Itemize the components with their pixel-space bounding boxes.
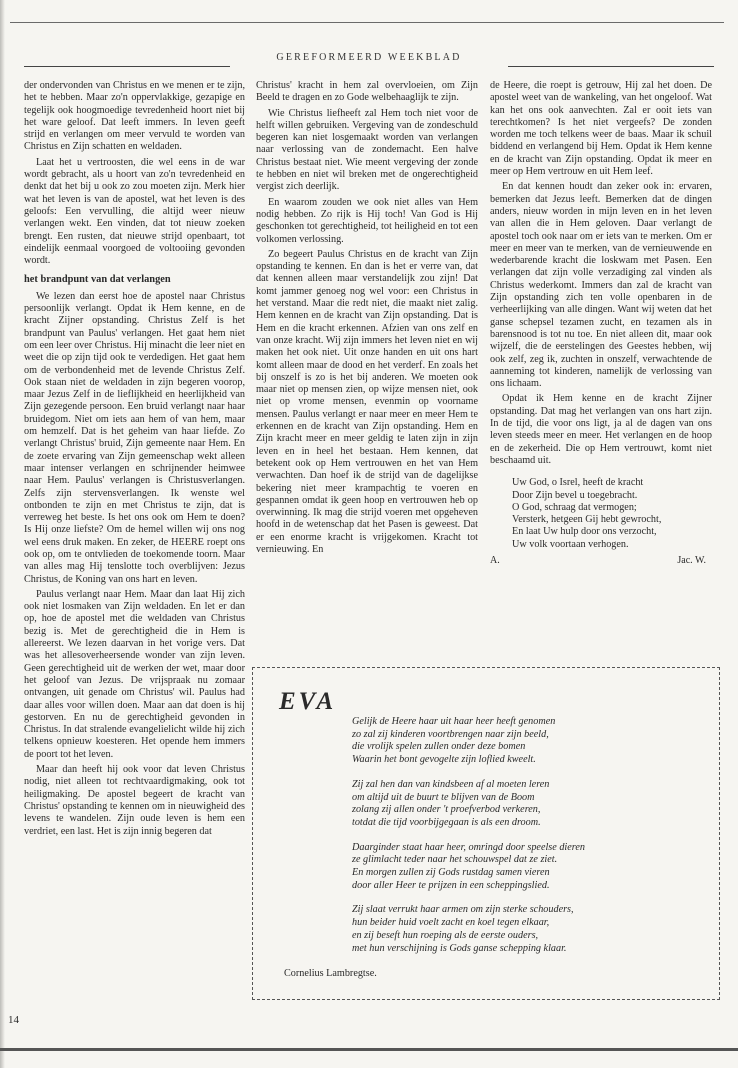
poem-line: ze glimlacht teder naar het schouwspel dat ze ziet. xyxy=(352,854,558,866)
stanza xyxy=(352,716,702,767)
article-column-3 xyxy=(490,80,712,650)
paragraph: Christus' kracht in hem zal overvloeien, om Zijn Beeld te dragen en zo Gode welbehaaglijk te zijn. xyxy=(256,80,478,104)
poem-author: Cornelius Lambregtse. xyxy=(284,968,377,979)
poem-line: om altijd uit de buurt te blijven van de Boom xyxy=(352,791,535,803)
running-header: GEREFORMEERD WEEKBLAD xyxy=(276,52,462,63)
scan-edge-left xyxy=(0,0,5,1068)
paragraph: Zo begeert Paulus Christus en de kracht van Zijn opstanding te kennen. En dan is het er verre van, dat dat kennen alleen maar verstandelijk zou zijn! Dat komt jammer genoeg nog wel voor: een Christus in het verstand. Maar die redt niet, die maakt niet zalig. Hem kennen en de kracht van Zijn opstanding. Dat is Hem en die kracht erkennen. Afzien van ons zelf en van onze kracht. Wij zijn immers het leven niet en wij maken het ook niet. Uit onze handen en uit ons hart komt alleen maar de dood en het verderf. En zoals het bij onszelf is zo is het bij anderen. We moeten ook maar niet op mensen zien, op wijze mensen niet, ook niet op vrome mensen, evenmin op voorname mensen. Paulus verlangt er naar meer en meer Hem te erkennen en de kracht van Zijn opstanding. Hem en Zijn kracht meer en meer geldig te laten zijn in zijn leven en in heel het bestaan. Hem kennen, dat betekent ook op Hem vertrouwen en het van Hem verwachten. Dan hoef ik de strijd van de dagelijkse bekering niet meer krampachtig te voeren en gespannen omdat ik geen hoop en vertrouwen heb op overwinning. Ik mag die strijd voeren met opgeheven hoofd in de wetenschap dat het Pasen is geweest. Dat er een enorme kracht is vrijgekomen. Kracht tot vernieuwing. En xyxy=(256,248,478,555)
header-rule-left xyxy=(24,66,230,67)
paragraph: En waarom zouden we ook niet alles van Hem nodig hebben. Zo rijk is Hij toch! Van God is Hij geschonken tot gerechtigheid, tot heiligheid en tot een volkomen verlossing. xyxy=(256,196,478,245)
article-column-2 xyxy=(256,80,478,650)
stanza xyxy=(352,842,702,893)
poem-line: Zij zal hen dan van kindsbeen af al moeten leren xyxy=(352,778,550,790)
verse-line: O God, schraag dat vermogen; xyxy=(512,501,637,513)
signature-line xyxy=(490,555,712,567)
verse-line: Door Zijn bevel u toegebracht. xyxy=(512,489,638,501)
psalm-verse xyxy=(512,477,712,551)
poem-line: hun beider huid voelt zacht en koel tegen elkaar, xyxy=(352,917,550,929)
paragraph: Paulus verlangt naar Hem. Maar dan laat Hij zich ook niet losmaken van Zijn weldaden. En let er dan op, hoe de apostel met die weldaden van Christus bezig is. Met de gerechtigheid die in Hem is allereerst. We lezen daarvan in het vorige vers. Dat was het allesoverheersende wonder van zijn leven. Geen gerechtigheid uit de werken der wet, maar door het geloof van Jezus. De vrijspraak nu zomaar ontvangen, uit genade om Christus' wil. Paulus had daar alles voor willen doen. Maar aan dat doen is hij gestorven. En nu de gerechtigheid gevonden in Christus. In dat stralende evangelielicht wilde hij zich telkens opnieuw koesteren. Het opende hem immers de poort tot het leven. xyxy=(24,588,245,760)
verse-line: Uw volk voortaan verhogen. xyxy=(512,538,629,550)
paragraph: Maar dan heeft hij ook voor dat leven Christus nodig, niet alleen tot rechtvaardigmaking, ook tot heiligmaking. De apostel begeert de kracht van Christus' opstanding te kennen om in nieuwigheid des levens te wandelen. Zijn oude leven is hem een verdriet, een last. Het is zijn innig begeren dat xyxy=(24,764,245,837)
poem-line: Waarin het bont gevogelte zijn loflied kweelt. xyxy=(352,754,536,766)
paragraph: der ondervonden van Christus en we menen er te zijn, het te hebben. Maar zo'n oppervlakkige, gezapige en tegelijk ook hoogmoedige tevredenheid hoort niet bij het ware geloof. Dat leeft immers. In leven geeft strijd en verlangen om meer vervuld te worden van Christus en Zijn schatten en weldaden. xyxy=(24,80,245,153)
article-column-1 xyxy=(24,80,245,1010)
poem-line: zo zal zij kinderen voortbrengen naar zijn beeld, xyxy=(352,728,549,740)
stanza xyxy=(352,779,702,830)
section-heading: het brandpunt van dat verlangen xyxy=(24,274,171,286)
poem-title: EVA xyxy=(279,688,337,715)
poem-line: Zij slaat verrukt haar armen om zijn sterke schouders, xyxy=(352,904,574,916)
stanza xyxy=(352,904,702,955)
poem-line: door aller Heer te prijzen in een scheppingslied. xyxy=(352,879,550,891)
verse-line: Versterk, hetgeen Gij hebt gewrocht, xyxy=(512,514,662,526)
verse-line: Uw God, o Isrel, heeft de kracht xyxy=(512,477,644,489)
signature-initial: A. xyxy=(490,554,500,566)
poem-stanzas xyxy=(352,716,702,967)
page-number: 14 xyxy=(8,1014,19,1026)
poem-line: zolang zij allen onder 't proefverbod verkeren, xyxy=(352,804,541,816)
eva-poem-box xyxy=(252,667,720,1000)
verse-line: En laat Uw hulp door ons verzocht, xyxy=(512,526,657,538)
paragraph: Wie Christus liefheeft zal Hem toch niet voor de helft willen gebruiken. Vergeving van de zondeschuld begeren kan niet losgemaakt worden van verlangen naar verlossing van de zondemacht. Een halve Christus bestaat niet. Wie meent vergeving der zonde te hebben en niet wil breken met de ongerechtigheid vergist zich deerlijk. xyxy=(256,107,478,193)
poem-line: met hun verschijning is Gods ganse schepping klaar. xyxy=(352,942,567,954)
poem-line: totdat die tijd voorbijgegaan is als een droom. xyxy=(352,816,541,828)
paragraph: Opdat ik Hem kenne en de kracht Zijner opstanding. Dat mag het verlangen van ons hart zijn. In de tijd, die voor ons ligt, ja al de dagen van ons leven steeds meer en meer. Het verlangen en de hoop en de zekerheid. Die op Hem vertrouwt, komt niet beschaamd uit. xyxy=(490,393,712,466)
poem-line: En morgen zullen zij Gods rustdag samen vieren xyxy=(352,867,550,879)
poem-line: Daarginder staat haar heer, omringd door speelse dieren xyxy=(352,841,585,853)
paragraph: En dat kennen houdt dan zeker ook in: ervaren, bemerken dat Jezus leeft. Bemerken dat de dingen anders, nieuw worden in mijn leven en in het leven van allen die in Hem geloven. Daar verlangt de apostel toch ook naar om er iets van te merken. Om er meer en meer van te merken, van de vernieuwende en wederbarende kracht die loskwam met Pasen. Een verlangen dat zijn volle verzadiging zal vinden als Christus wederkomt. Immers dan zal de kracht van Zijn opstanding zich ten volle openbaren in de verheerlijking van alle dingen. Want wij weten dat het ganse schepsel tezamen zucht, en tezamen als in barensnood is tot nu toe. En niet alleen dit, maar ook wijzelf, die de eerstelingen des Geestes hebben, wij ook zelf, zeg ik, zuchten in onszelf, verwachtende de aanneming tot kinderen, namelijk de verlossing van ons lichaam. xyxy=(490,181,712,390)
paragraph: We lezen dan eerst hoe de apostel naar Christus persoonlijk verlangt. Opdat ik Hem kenne, en de kracht Zijner opstanding. Christus Zelf is het brandpunt van Paulus' verlangen. Het gaat hem niet om een leer over Christus. Hij minacht die leer niet en weet die op zijn tijd ook te verdedigen. Het gaat hem om de verbondenheid met de levende Christus Zelf. Ook staan niet de weldaden in zijn begeren voorop, maar Jezus Zelf in de lieflijkheid en heerlijkheid van Zijn gezegende persoon. Een bruid verlangt naar haar bruidegom. Niet om iets aan hem of van hem, maar om hemzelf. Dat is het geheim van haar liefde. Zo verlangt Christus' bruid, Zijn gemeente naar Hem. En de zoete ervaring van Zijn gemeenschap wekt alleen maar intenser verlangen en schrijnender heimwee naar Hem. Paulus' verlangen is Christusverlangen. Zelfs zijn stervensverlangen. Ik wenste wel ontbonden te zijn en met Christus te zijn, dat is verreweg het beste. Is het ons ook om Hem te doen? Is Hij onze liefste? Om de hemel willen wij ons nog wel eens druk maken. En zeker, de HEERE roept ons ook op, om te ontvlieden de toekomende toorn. Maar van alles mag Hij tenslotte toch overblijven: Jezus Christus, de Koning van ons hart en leven. xyxy=(24,290,245,585)
poem-line: Gelijk de Heere haar uit haar heer heeft genomen xyxy=(352,716,556,727)
signature-author: Jac. W. xyxy=(677,554,706,566)
scan-bottom-bar xyxy=(0,1048,738,1051)
paragraph: Laat het u vertroosten, die wel eens in de war wordt gebracht, als u hoort van zo'n tevredenheid en denkt dat het bij u ook zo zou moeten zijn. Merk hier wat het leven is van de apostel, wat het leven is des geloofs: Een vervulling, die altijd weer nieuw verlangen wekt. Een vinden, dat tot nieuw zoeken brengt. Een rusten, dat nieuwe strijd openbaart, tot eindelijk eenmaal voorgoed de voltooiing gevonden wordt. xyxy=(24,156,245,267)
header-rule-right xyxy=(508,66,714,67)
poem-line: die vrolijk spelen zullen onder deze bomen xyxy=(352,741,526,753)
poem-line: en zij beseft hun roeping als de eerste ouders, xyxy=(352,929,539,941)
scan-top-line xyxy=(10,22,724,23)
paragraph: de Heere, die roept is getrouw, Hij zal het doen. De apostel weet van de wankeling, van het ongeloof. Wat kan het ons ook aanvechten. Zal er ooit iets van terechtkomen? Is het niet vergeefs? De zonden worden me toch telkens weer de baas. Maar ik schuil biddend en verlangend bij Hem. Opdat ik Hem kenne en de kracht van Zijn opstanding. Opdat ik meer en meer op Hem vertrouw en uit Hem leef. xyxy=(490,80,712,178)
